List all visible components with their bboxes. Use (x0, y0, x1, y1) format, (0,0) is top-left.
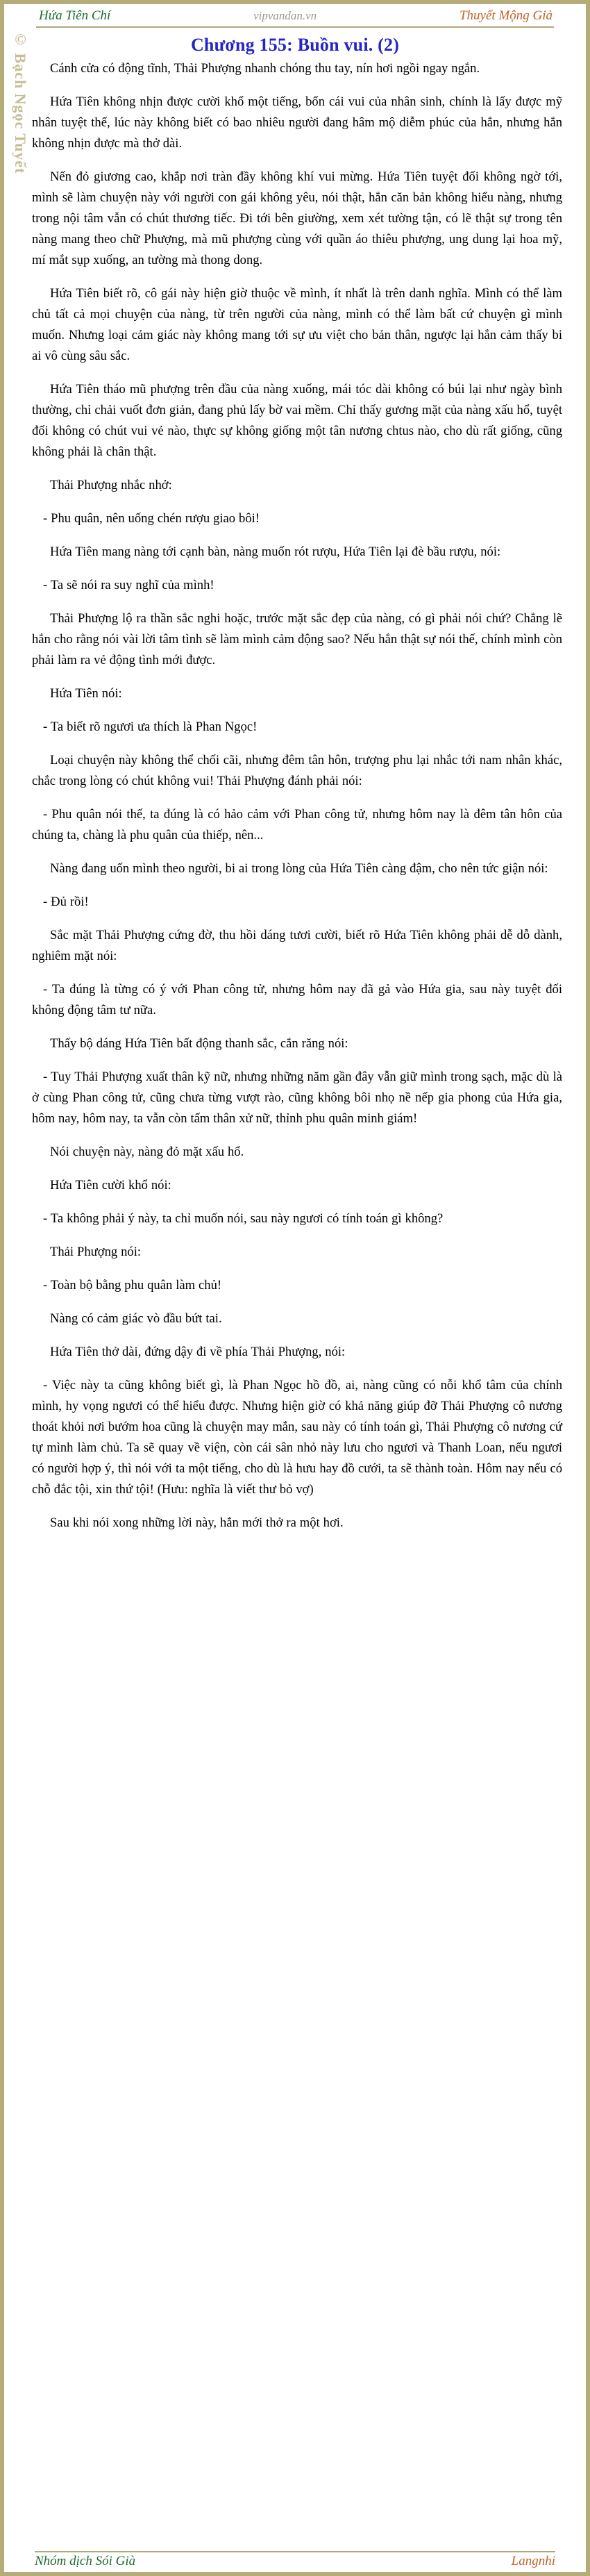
body-paragraph: Thải Phượng lộ ra thần sắc nghi hoặc, trước mặt sắc đẹp của nàng, có gì phải nói chứ? Chẳng lẽ hắn cho rằng nói vài lời tâm tình sẽ làm mình cảm động sao? Nếu hắn thật sự nói thế, chính mình còn phải làm ra vẻ động tình mới được. (32, 611, 562, 667)
header-row (36, 8, 554, 26)
footer-divider (35, 2551, 555, 2552)
dialog-paragraph: - Ta biết rõ ngươi ưa thích là Phan Ngọc! (43, 720, 258, 734)
body-paragraph: Hứa Tiên tháo mũ phượng trên đầu của nàng xuống, mái tóc dài không có búi lại như ngày bình thường, chỉ chải vuốt đơn giản, đang phủ lấy bờ vai mềm. Chỉ thấy gương mặt của nàng xấu hổ, tuyệt đối không có chút vui vẻ nào, thực sự không giống một tân nương chtus nào, cho dù rất giống, cũng không phải là chân thật. (32, 382, 562, 459)
body-paragraph: Nàng có cảm giác vò đầu bứt tai. (50, 1311, 222, 1326)
body-paragraph: Sau khi nói xong những lời này, hắn mới thở ra một hơi. (50, 1515, 344, 1530)
body-paragraph: Hứa Tiên biết rõ, cô gái này hiện giờ thuộc về mình, ít nhất là trên danh nghĩa. Mình có thể làm chủ tất cả mọi chuyện của nàng, từ trên người của nàng, mình có thể làm bất cứ chuyện gì mình muốn. Nhưng loại cảm giác này không mang tới sự ưu việt cho bản thân, ngược lại hắn cảm thấy bi ai vô cùng sâu sắc. (32, 286, 562, 363)
body-paragraph: Hứa Tiên mang nàng tới cạnh bàn, nàng muốn rót rượu, Hứa Tiên lại đè bầu rượu, nói: (50, 545, 501, 559)
dialog-paragraph: - Tuy Thải Phượng xuất thân kỹ nữ, nhưng những năm gần đây vẫn giữ mình trong sạch, mặc dù là ở cùng Phan công tử, cũng chưa từng vượt rào, cũng không bôi nhọ nề nếp gia phong của Hứa gia, hôm nay, hôm nay, ta vẫn còn tấm thân xử nữ, thỉnh phu quân minh giám! (32, 1070, 562, 1126)
body-paragraph: Nến đỏ giương cao, khắp nơi tràn đầy không khí vui mừng. Hứa Tiên tuyệt đối không ngờ tới, mình sẽ làm chuyện này với người con gái không yêu, nói thật, hắn căn bản không hiểu nàng, nhưng trong nội tâm vẫn có chút thương tiếc. Đi tới bên giường, xem xét tường tận, có lẽ thật sự trong tên nàng mang theo chữ Phượng, mà mũ phượng cùng với quần áo thiêu phượng, ung dung lại hoa mỹ, mí mắt sụp xuống, an tường mà thong dong. (32, 169, 562, 267)
dialog-paragraph: - Ta đúng là từng có ý với Phan công tử, nhưng hôm nay đã gả vào Hứa gia, sau này tuyệt đối không động tâm tư nữa. (32, 982, 562, 1017)
copyright-watermark: © Bạch Ngọc Tuyết (12, 31, 29, 174)
dialog-paragraph: - Đủ rồi! (43, 895, 89, 909)
body-paragraph: Thấy bộ dáng Hứa Tiên bất động thanh sắc, cắn răng nói: (50, 1036, 348, 1051)
dialog-paragraph: - Toàn bộ bằng phu quân làm chủ! (43, 1278, 222, 1293)
body-paragraph: Hứa Tiên thở dài, đứng dậy đi về phía Thải Phượng, nói: (50, 1345, 346, 1359)
page-header (4, 4, 586, 58)
dialog-paragraph: - Phu quân nói thế, ta đúng là có hảo cảm với Phan công tử, nhưng hôm nay là đêm tân hôn của chúng ta, chàng là phu quân của thiếp, nên... (32, 807, 562, 842)
body-paragraph: Hứa Tiên nói: (50, 686, 122, 701)
body-paragraph: Nàng đang uốn mình theo người, bi ai trong lòng của Hứa Tiên càng đậm, cho nên tức giận nói: (50, 861, 548, 876)
chapter-body (4, 58, 586, 1534)
footer-translator: Langnhi (511, 2554, 555, 2568)
dialog-paragraph: - Việc này ta cũng không biết gì, là Phan Ngọc hồ đồ, ai, nàng cũng có nỗi khổ tâm của chính mình, hy vọng ngươi có thể hiểu được. Nhưng hiện giờ có khả năng giúp đỡ Thải Phượng cô nương thoát khỏi nơi bướm hoa cũng là chuyện may mắn, sau này có tính toán gì, Thải Phượng cô nương cứ tự mình làm chủ. Ta sẽ quay về viện, còn cái sân nhỏ này lưu cho ngươi và Thanh Loan, nếu ngươi có người hợp ý, thì nói với ta một tiếng, cho dù là hưu hay đồ cưới, ta sẽ thành toàn. Hôm nay nếu có chỗ đắc tội, xin thứ tội! (Hưu: nghĩa là viết thư bỏ vợ) (32, 1378, 562, 1497)
page-footer (4, 2551, 586, 2572)
body-paragraph: Thải Phượng nhắc nhở: (50, 478, 172, 492)
footer-translation-group: Nhóm dịch Sói Già (35, 2554, 136, 2568)
dialog-paragraph: - Ta không phải ý này, ta chỉ muốn nói, sau này ngươi có tính toán gì không? (43, 1211, 444, 1226)
body-paragraph: Cánh cửa có động tĩnh, Thải Phượng nhanh chóng thu tay, nín hơi ngồi ngay ngắn. (50, 61, 480, 76)
body-paragraph: Nói chuyện này, nàng đỏ mặt xấu hổ. (50, 1145, 244, 1159)
header-site-url: vipvandan.vn (253, 9, 317, 22)
body-paragraph: Hứa Tiên cười khổ nói: (50, 1178, 171, 1193)
header-book-title: Hứa Tiên Chí (39, 8, 111, 23)
header-author-name: Thuyết Mộng Giả (459, 8, 553, 23)
dialog-paragraph: - Ta sẽ nói ra suy nghĩ của mình! (43, 578, 214, 592)
body-paragraph: Thải Phượng nói: (50, 1245, 142, 1259)
body-paragraph: Loại chuyện này không thể chối cãi, nhưng đêm tân hôn, trượng phu lại nhắc tới nam nhân khác, chắc trong lòng có chút không vui! Thải Phượng đánh phải nói: (32, 753, 562, 788)
chapter-title: Chương 155: Buồn vui. (2) (190, 35, 400, 55)
footer-row (35, 2554, 555, 2569)
body-paragraph: Hứa Tiên không nhịn được cười khổ một tiếng, bốn cái vui của nhân sinh, chính là lấy được mỹ nhân tuyệt thế, lúc này không biết có bao nhiêu người đang hâm mộ diễm phúc của hắn, nhưng hắn không nhịn được mà thở dài. (32, 94, 562, 151)
body-paragraph: Sắc mặt Thải Phượng cứng đờ, thu hồi dáng tươi cười, biết rõ Hứa Tiên không phải dễ dỗ dành, nghiêm mặt nói: (32, 928, 562, 963)
dialog-paragraph: - Phu quân, nên uống chén rượu giao bôi! (43, 511, 260, 526)
